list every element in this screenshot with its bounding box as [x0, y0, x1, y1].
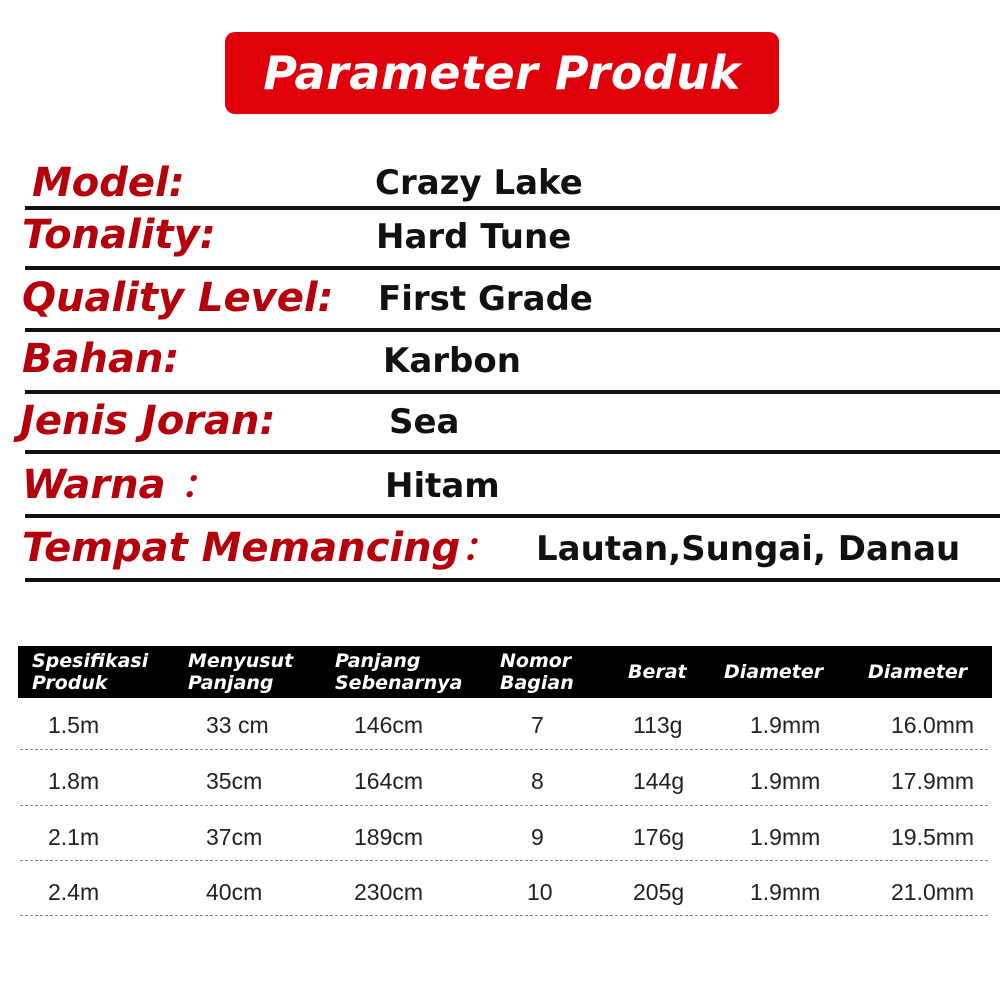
- cell-diameter-2: 17.9mm: [891, 768, 975, 794]
- cell-nomor: 7: [531, 712, 544, 738]
- cell-panjang: 189cm: [354, 824, 424, 850]
- table-row: [18, 810, 992, 865]
- cell-nomor: 10: [527, 879, 553, 905]
- param-label-model: Model:: [32, 160, 185, 206]
- header-panjang-sebenarnya: [335, 646, 463, 698]
- cell-menyusut: 40cm: [206, 879, 263, 905]
- cell-diameter-1: 1.9mm: [750, 824, 821, 850]
- param-value-jenis: Sea: [389, 402, 460, 442]
- cell-menyusut: 35cm: [206, 768, 263, 794]
- param-label-warna: Warna ：: [22, 462, 220, 508]
- param-divider: [25, 328, 1000, 332]
- cell-berat: 144g: [633, 768, 685, 794]
- row-divider: [20, 860, 988, 861]
- header-text: Panjang: [335, 650, 421, 672]
- cell-diameter-1: 1.9mm: [750, 768, 821, 794]
- param-label-tonality: Tonality:: [22, 212, 216, 258]
- param-value-quality: First Grade: [378, 279, 593, 319]
- header-text: Spesifikasi: [32, 650, 149, 672]
- header-berat: [628, 646, 687, 698]
- spec-table-header: [18, 646, 992, 698]
- param-divider: [25, 450, 1000, 454]
- cell-panjang: 146cm: [354, 712, 424, 738]
- param-value-warna: Hitam: [385, 466, 500, 506]
- param-divider: [25, 514, 1000, 518]
- cell-diameter-2: 21.0mm: [891, 879, 975, 905]
- param-label-quality: Quality Level:: [22, 275, 334, 321]
- param-label-bahan: Bahan:: [22, 336, 180, 382]
- param-value-tempat: Lautan,Sungai, Danau: [536, 529, 961, 569]
- cell-panjang: 164cm: [354, 768, 424, 794]
- header-spesifikasi-produk: [32, 646, 148, 698]
- table-row: [18, 754, 992, 809]
- cell-berat: 113g: [633, 712, 683, 738]
- header-diameter-2: [868, 646, 967, 698]
- title-banner: [225, 32, 779, 114]
- row-divider: [20, 749, 988, 750]
- cell-diameter-2: 19.5mm: [891, 824, 975, 850]
- param-divider: [25, 266, 1000, 270]
- header-nomor-bagian: [500, 646, 574, 698]
- param-divider: [25, 390, 1000, 394]
- table-row: [18, 865, 992, 920]
- cell-nomor: 9: [531, 824, 544, 850]
- param-value-bahan: Karbon: [383, 341, 521, 381]
- param-label-jenis: Jenis Joran:: [20, 398, 276, 444]
- cell-spesifikasi: 2.4m: [48, 879, 100, 905]
- cell-diameter-1: 1.9mm: [750, 879, 821, 905]
- header-text: Produk: [32, 672, 108, 694]
- header-text: Bagian: [500, 672, 574, 694]
- header-text: Diameter: [868, 661, 968, 683]
- table-row: [18, 698, 992, 753]
- cell-panjang: 230cm: [354, 879, 424, 905]
- param-value-model: Crazy Lake: [375, 163, 583, 203]
- header-menyusut-panjang: [188, 646, 293, 698]
- cell-berat: 176g: [633, 824, 685, 850]
- cell-menyusut: 37cm: [206, 824, 263, 850]
- header-text: Menyusut: [188, 650, 294, 672]
- param-label-tempat: Tempat Memancing：: [22, 525, 501, 571]
- cell-menyusut: 33 cm: [206, 712, 269, 738]
- row-divider: [20, 915, 988, 916]
- cell-berat: 205g: [633, 879, 685, 905]
- cell-diameter-2: 16.0mm: [891, 712, 975, 738]
- page-title: Parameter Produk: [263, 46, 741, 100]
- param-value-tonality: Hard Tune: [376, 217, 572, 257]
- header-text: Berat: [628, 661, 687, 683]
- cell-spesifikasi: 1.5m: [48, 712, 100, 738]
- row-divider: [20, 805, 988, 806]
- cell-diameter-1: 1.9mm: [750, 712, 821, 738]
- header-text: Diameter: [724, 661, 824, 683]
- param-divider: [25, 206, 1000, 210]
- param-divider: [25, 578, 1000, 582]
- header-text: Sebenarnya: [335, 672, 463, 694]
- header-text: Nomor: [500, 650, 572, 672]
- cell-spesifikasi: 2.1m: [48, 824, 100, 850]
- header-text: Panjang: [188, 672, 274, 694]
- cell-spesifikasi: 1.8m: [48, 768, 100, 794]
- cell-nomor: 8: [531, 768, 544, 794]
- header-diameter-1: [724, 646, 823, 698]
